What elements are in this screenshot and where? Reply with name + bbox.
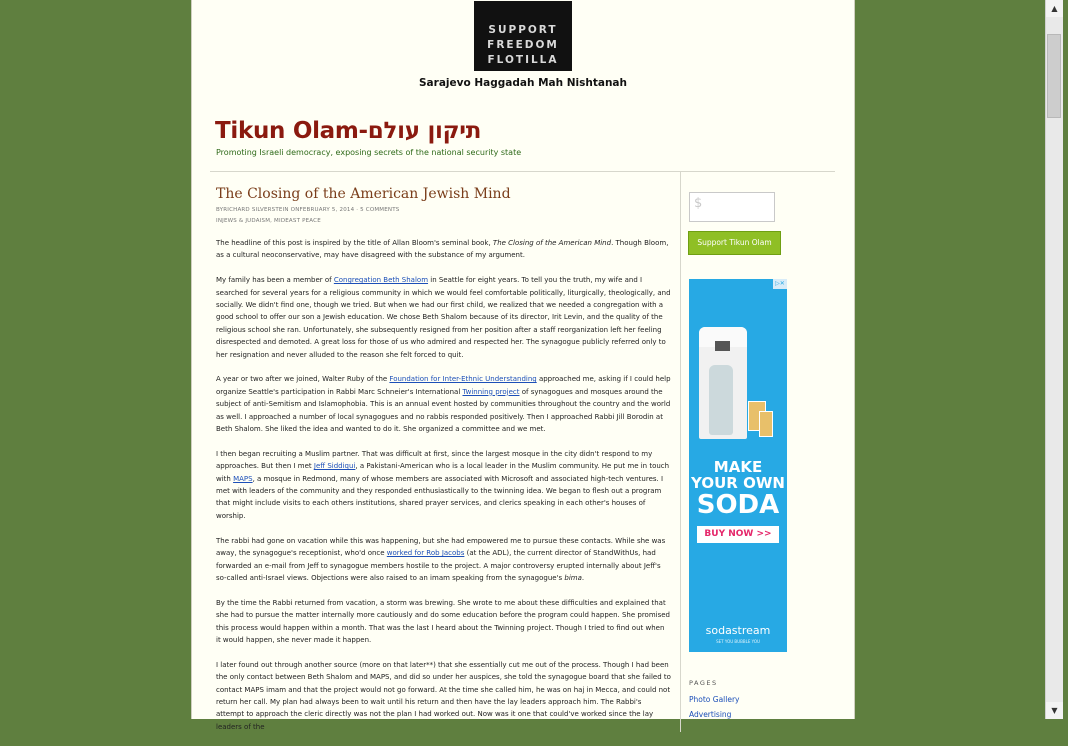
italic-text: The Closing of the American Mind (492, 239, 612, 247)
sidebar-divider (680, 172, 681, 732)
ad-buy-now-button[interactable]: BUY NOW >> (697, 526, 779, 543)
paragraph-text: in Seattle for eight years. To tell you the truth, my wife and I searched for several years for a religious community in which we would feel comfortable politically, liturgically, theologically, and socially. We didn't find one, though we tried. But when we had our first child, we realized that we needed a congregation with a good school to offer our son a Jewish education. We chose Beth Shalom because of its director, Irit Levin, and the quality of the religious school she ran. Unfortunately, she subsequently resigned from her position after a staff reorganization left her feeling disrespected and demoted. A great loss for those of us who admired and respected her. The synagogue publicly referred only to her resignation and never alluded to the reason she felt forced to quit. (216, 276, 671, 359)
post-title[interactable]: The Closing of the American Jewish Mind (216, 186, 511, 202)
header-divider (210, 171, 835, 172)
post-article (216, 186, 671, 746)
scroll-thumb[interactable] (1047, 34, 1061, 118)
haggadah-link[interactable]: Sarajevo Haggadah Mah Nishtanah (419, 77, 627, 89)
inline-link[interactable]: Jeff Siddiqui (313, 462, 356, 471)
support-freedom-flotilla-banner[interactable] (474, 1, 572, 71)
site-title[interactable]: Tikun Olam-תיקון עולם (215, 118, 482, 144)
ad-choices-icon[interactable]: ▷✕ (773, 279, 787, 289)
inline-link[interactable]: Congregation Beth Shalom (333, 276, 429, 285)
post-paragraph (216, 659, 671, 733)
site-tagline: Promoting Israeli democracy, exposing secrets of the national security state (216, 148, 522, 157)
paragraph-text: I then began recruiting a Muslim partner. That was difficult at first, since the largest mosque in the city didn't respond to my approaches. But then I met (216, 449, 653, 471)
paragraph-text: The rabbi had gone on vacation while this was happening, but she had empowered me to pursue these contacts. While she was away, the synagogue's receptionist, who'd once (216, 536, 666, 558)
paragraph-text: approached me, asking if I could help organize Seattle's participation in Rabbi Marc Schneier's International (216, 375, 671, 396)
ad-headline-mid: YOUR OWN (691, 474, 785, 492)
page-container (191, 0, 855, 731)
support-tikun-olam-button[interactable]: Support Tikun Olam (688, 231, 781, 255)
flotilla-line: FREEDOM (487, 39, 559, 51)
ad-headline (689, 459, 787, 519)
paragraph-text: A year or two after we joined, Walter Ruby of the (216, 375, 390, 384)
paragraph-text: . (581, 573, 585, 582)
flotilla-line: SUPPORT (488, 24, 558, 36)
inline-link[interactable]: worked for Rob Jacobs (386, 549, 465, 558)
ad-headline-top: MAKE (713, 458, 763, 476)
soda-machine-nozzle (715, 341, 730, 351)
paragraph-text: By the time the Rabbi returned from vacation, a storm was brewing. She wrote to me about these difficulties and explained that she had to pursue the matter internally more cautiously and do some education before the program could happen. She promised this process would happen within a month. That was the last I heard about the Twinning project. Though I tried to find out when it would happen, she never made it happen. (216, 598, 670, 644)
post-meta: BYRICHARD SILVERSTEIN ONFEBRUARY 5, 2014 · 5 COMMENTS (216, 207, 400, 213)
paragraph-text: My family has been a member of (216, 276, 334, 285)
paragraph-text: of synagogues and mosques around the subject of anti-Semitism and Islamophobia. This is an annual event hosted by communities throughout the country and the world as well. I approached a number of local synagogues and no rabbis responded positively. Then I approached Rabbi Jill Borodin at Beth Shalom. She liked the idea and wanted to do it. She organized a committee and we met. (216, 387, 671, 434)
post-paragraph (216, 535, 671, 585)
post-paragraph (216, 448, 671, 522)
post-paragraph (216, 237, 671, 262)
inline-link[interactable]: MAPS (233, 474, 253, 483)
post-paragraph (216, 274, 671, 361)
vertical-scrollbar[interactable] (1045, 0, 1063, 719)
paragraph-text: . Though Bloom, as a cultural neoconservative, may have disagreed with the substance of my argument. (216, 239, 669, 260)
ad-headline-big: SODA (696, 490, 780, 520)
paragraph-text: (at the ADL), the current director of StandWithUs, had forwarded an e-mail from Jeff to synagogue members hostile to the project. A major controversy erupted internally about Jeff's so-called anti-Israel views. Objections were also raised to an imam speaking from the synagogue's (216, 549, 661, 582)
glass-image (759, 411, 773, 437)
pages-heading: PAGES (689, 679, 718, 687)
paragraph-text: , a Pakistani-American who is a local leader in the Muslim community. He put me in touch with (216, 462, 670, 483)
post-paragraph (216, 597, 671, 647)
sodastream-ad[interactable] (689, 279, 787, 652)
scroll-down-arrow-icon[interactable]: ▼ (1046, 702, 1063, 719)
advertising-link[interactable]: Advertising (689, 710, 732, 719)
scroll-up-arrow-icon[interactable]: ▲ (1046, 0, 1063, 17)
inline-link[interactable]: Foundation for Inter-Ethnic Understanding (389, 375, 537, 384)
photo-gallery-link[interactable]: Photo Gallery (689, 695, 740, 704)
post-paragraph (216, 373, 671, 435)
paragraph-text: I later found out through another source (more on that later**) that she essentially cut me out of the process. Though I had been the only contact between Beth Shalom and MAPS, and did so under her auspices, she told the synagogue board that she failed to contact MAPS imam and that the project would not go forward. At the time she called him, he was on haj in Mecca, and could not return her call. My plan had always been to wait until his return and then have the lay leaders approach him. The Rabbi's attempt to approach the cleric directly was not the plan I had worked out. Now was it one that could've worked since the lay leaders of the (216, 660, 671, 731)
donation-amount-field[interactable]: $ (689, 192, 775, 222)
italic-text: bima (564, 573, 582, 582)
flotilla-line: FLOTILLA (487, 54, 559, 66)
paragraph-text: , a mosque in Redmond, many of whose members are associated with Microsoft and associated high-tech ventures. I met with leaders of the community and they responded enthusiastically to the twinning idea. We began to flesh out a program that might include visits to each others institutions, shared prayer services, and clerics speaking in each other's houses of worship. (216, 474, 664, 520)
inline-link[interactable]: Twinning project (462, 387, 520, 396)
post-body (216, 237, 671, 733)
paragraph-text: The headline of this post is inspired by the title of Allan Bloom's seminal book, (216, 239, 493, 247)
ad-brand-logo: sodastream (705, 624, 771, 637)
ad-brand-subtitle: SET YOU BUBBLE YOU (716, 639, 760, 644)
post-categories[interactable]: INJEWS & JUDAISM, MIDEAST PEACE (216, 218, 321, 224)
soda-bottle-image (709, 365, 733, 435)
